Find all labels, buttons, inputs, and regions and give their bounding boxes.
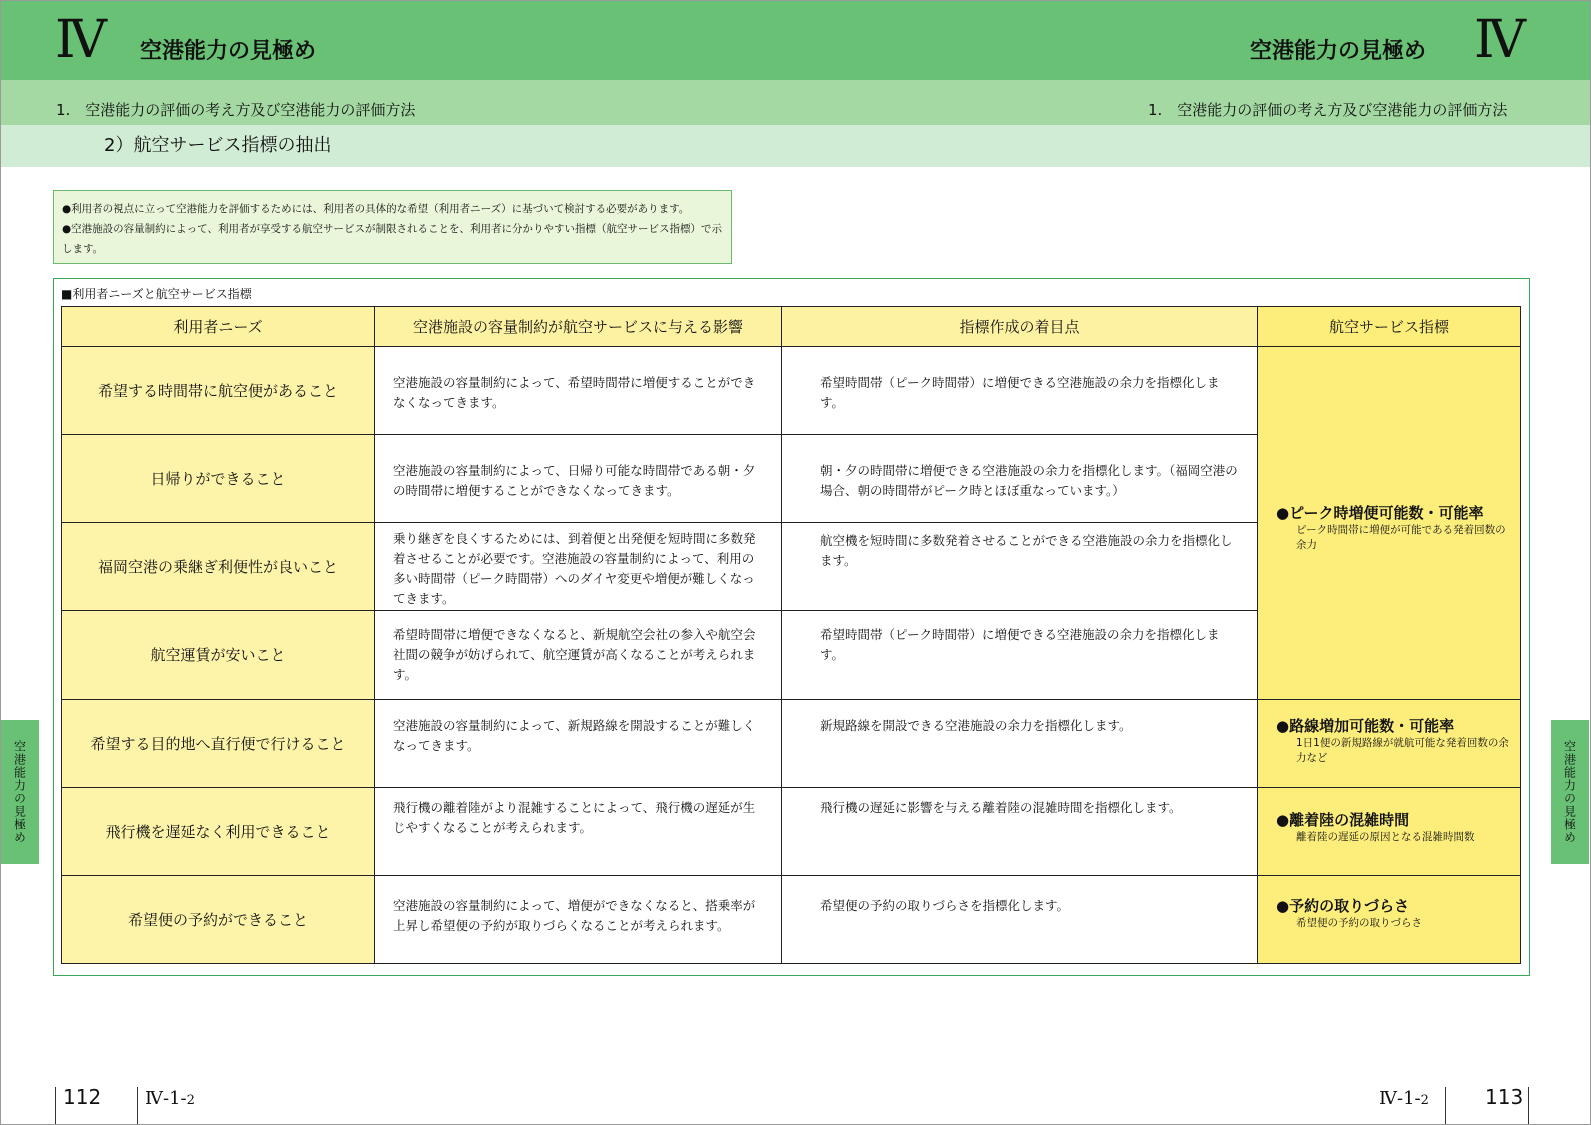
header-focus: 指標作成の着目点 [782, 307, 1258, 347]
side-tab-label: 空港能力の見極め [12, 740, 27, 844]
impact-cell: 空港施設の容量制約によって、増便ができなくなると、搭乗率が上昇し希望便の予約が取りづらくなることが考えられます。 [375, 875, 782, 963]
header-impact: 空港施設の容量制約が航空サービスに与える影響 [375, 307, 782, 347]
table-row [62, 699, 1521, 787]
section-title-right: 1. 空港能力の評価の考え方及び空港能力の評価方法 [1148, 101, 1508, 119]
indicator-name: ●ピーク時増便可能数・可能率 [1276, 504, 1484, 523]
need-cell: 日帰りができること [62, 435, 375, 523]
focus-cell: 航空機を短時間に多数発着させることができる空港施設の余力を指標化します。 [782, 523, 1258, 611]
side-tab-label: 空港能力の見極め [1562, 740, 1577, 844]
indicator-name: ●離着陸の混雑時間 [1276, 810, 1410, 829]
indicator-desc: 希望便の予約の取りづらさ [1296, 916, 1422, 929]
focus-cell: 新規路線を開設できる空港施設の余力を指標化します。 [782, 699, 1258, 787]
chapter-title-right: 空港能力の見極め [1250, 39, 1427, 64]
impact-cell: 飛行機の離着陸がより混雑することによって、飛行機の遅延が生じやすくなることが考えられます。 [375, 787, 782, 875]
table-header-row [62, 307, 1521, 347]
indicator-cell-peak [1258, 347, 1521, 700]
needs-indicator-table [61, 306, 1521, 964]
chapter-number-right: Ⅳ [1474, 10, 1524, 70]
chapter-title-left: 空港能力の見極め [140, 39, 317, 64]
need-cell: 飛行機を遅延なく利用できること [62, 787, 375, 875]
table-row [62, 787, 1521, 875]
section-title-left: 1. 空港能力の評価の考え方及び空港能力の評価方法 [56, 101, 416, 119]
impact-cell: 空港施設の容量制約によって、希望時間帯に増便することができなくなってきます。 [375, 347, 782, 435]
need-cell: 希望する目的地へ直行便で行けること [62, 699, 375, 787]
need-cell: 希望する時間帯に航空便があること [62, 347, 375, 435]
footer-divider [137, 1087, 138, 1124]
need-cell: 福岡空港の乗継ぎ利便性が良いこと [62, 523, 375, 611]
need-cell: 希望便の予約ができること [62, 875, 375, 963]
focus-cell: 朝・夕の時間帯に増便できる空港施設の余力を指標化します。（福岡空港の場合、朝の時間帯がピーク時とほぼ重なっています。） [782, 435, 1258, 523]
page-code-left [145, 1088, 195, 1112]
table-title: ■利用者ニーズと航空サービス指標 [61, 287, 252, 301]
page-number-left: 112 [63, 1085, 102, 1109]
page-code-sub: 2 [186, 1093, 195, 1108]
need-cell: 航空運賃が安いこと [62, 611, 375, 699]
indicator-desc: 1日1便の新規路線が就航可能な発着回数の余力など [1296, 736, 1509, 764]
impact-cell: 空港施設の容量制約によって、日帰り可能な時間帯である朝・夕の時間帯に増便することができなくなってきます。 [375, 435, 782, 523]
footer-divider [55, 1087, 56, 1124]
focus-cell: 希望時間帯（ピーク時間帯）に増便できる空港施設の余力を指標化します。 [782, 611, 1258, 699]
footer-divider [1445, 1087, 1446, 1124]
side-tab-left [1, 720, 39, 864]
indicator-name: ●予約の取りづらさ [1276, 896, 1410, 915]
page-code-right [1379, 1088, 1429, 1112]
page-code-main: Ⅳ-1- [1379, 1088, 1421, 1109]
indicator-cell-congestion [1258, 787, 1521, 875]
page-number-right: 113 [1485, 1085, 1524, 1109]
subsection-title: 2）航空サービス指標の抽出 [104, 135, 332, 156]
summary-line-2: ●空港施設の容量制約によって、利用者が享受する航空サービスが制限されることを、利用者に分かりやすい指標（航空サービス指標）で示します。 [62, 223, 722, 255]
summary-box [53, 190, 732, 264]
indicator-cell-booking [1258, 875, 1521, 963]
page-code-sub: 2 [1420, 1093, 1429, 1108]
summary-line-1: ●利用者の視点に立って空港能力を評価するためには、利用者の具体的な希望（利用者ニーズ）に基づいて検討する必要があります。 [62, 203, 690, 215]
footer-divider [1528, 1087, 1529, 1124]
focus-cell: 飛行機の遅延に影響を与える離着陸の混雑時間を指標化します。 [782, 787, 1258, 875]
chapter-number-left: Ⅳ [55, 10, 105, 70]
side-tab-right [1551, 720, 1589, 864]
impact-cell: 乗り継ぎを良くするためには、到着便と出発便を短時間に多数発着させることが必要です。空港施設の容量制約によって、利用の多い時間帯（ピーク時間帯）へのダイヤ変更や増便が難しくなってきます。 [375, 523, 782, 611]
header-needs: 利用者ニーズ [62, 307, 375, 347]
indicator-desc: ピーク時間帯に増便が可能である発着回数の余力 [1296, 524, 1506, 552]
impact-cell: 空港施設の容量制約によって、新規路線を開設することが難しくなってきます。 [375, 699, 782, 787]
table-row [62, 347, 1521, 435]
indicator-name: ●路線増加可能数・可能率 [1276, 716, 1455, 735]
impact-cell: 希望時間帯に増便できなくなると、新規航空会社の参入や航空会社間の競争が妨げられて、航空運賃が高くなることが考えられます。 [375, 611, 782, 699]
table-row [62, 875, 1521, 963]
page-code-main: Ⅳ-1- [145, 1088, 187, 1109]
focus-cell: 希望時間帯（ピーク時間帯）に増便できる空港施設の余力を指標化します。 [782, 347, 1258, 435]
focus-cell: 希望便の予約の取りづらさを指標化します。 [782, 875, 1258, 963]
indicator-desc: 離着陸の遅延の原因となる混雑時間数 [1296, 830, 1475, 843]
indicator-cell-route [1258, 699, 1521, 787]
header-indicator: 航空サービス指標 [1258, 307, 1521, 347]
